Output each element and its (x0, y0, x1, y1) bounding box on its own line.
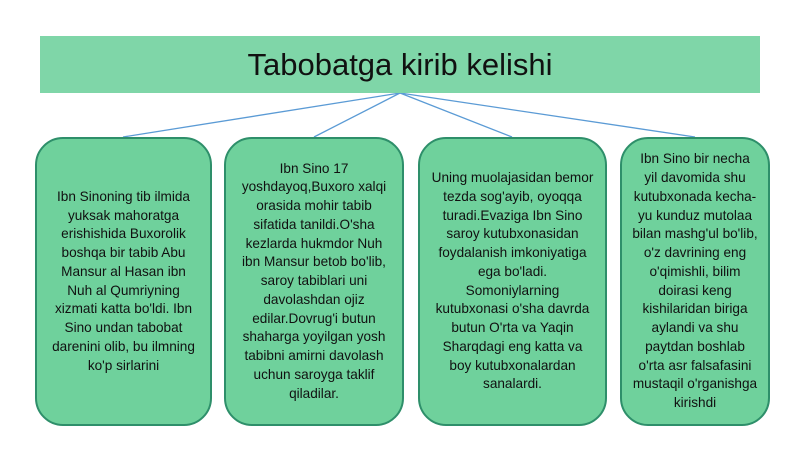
diagram-title-text: Tabobatga kirib kelishi (247, 46, 553, 82)
info-box-4 (620, 137, 770, 426)
info-box-3-text: Uning muolajasidan bemor tezda sog'ayib, oyoqqa turadi.Evaziga Ibn Sino saroy kutubxonasidan foydalanish imkoniyatiga ega bo'ladi. Somoniylarning kutubxonasi o'sha davrda butun O'rta va Yaqin Sharqdagi eng katta va boy kutubxonalardan sanalardi. (431, 170, 594, 392)
connector-line-3 (400, 93, 512, 137)
connector-line-1 (123, 93, 400, 137)
info-box-1 (35, 137, 212, 426)
info-box-2-text: Ibn Sino 17 yoshdayoq,Buxoro xalqi orasida mohir tabib sifatida tanildi.O'sha kezlarda hukmdor Nuh ibn Mansur betob bo'lib, saroy tabiblari uni davolashdan ojiz edilar.Dovrug'i butun shaharga yoyilgan yosh tabibni amirni davolash uchun saroyga taklif qiladilar. (241, 160, 387, 401)
connector-line-4 (400, 93, 695, 137)
diagram-title (40, 36, 760, 93)
info-box-4-text: Ibn Sino bir necha yil davomida shu kutubxonada kecha-yu kunduz mutolaa bilan mashg'ul bo'lib, o'z davrining eng o'qimishli, bilim doirasi keng kishilaridan biriga aylandi va shu paytdan boshlab o'rta asr falsafasini mustaqil o'rganishga kirishdi (632, 151, 758, 410)
info-box-3 (418, 137, 607, 426)
info-box-2 (224, 137, 404, 426)
info-box-1-text: Ibn Sinoning tib ilmida yuksak mahoratga erishishida Buxorolik boshqa bir tabib Abu Mansur al Hasan ibn Nuh al Qumriyning xizmati katta bo'ldi. Ibn Sino undan tabobat darenini olib, bu ilmning ko'p sirlarini (52, 188, 195, 373)
